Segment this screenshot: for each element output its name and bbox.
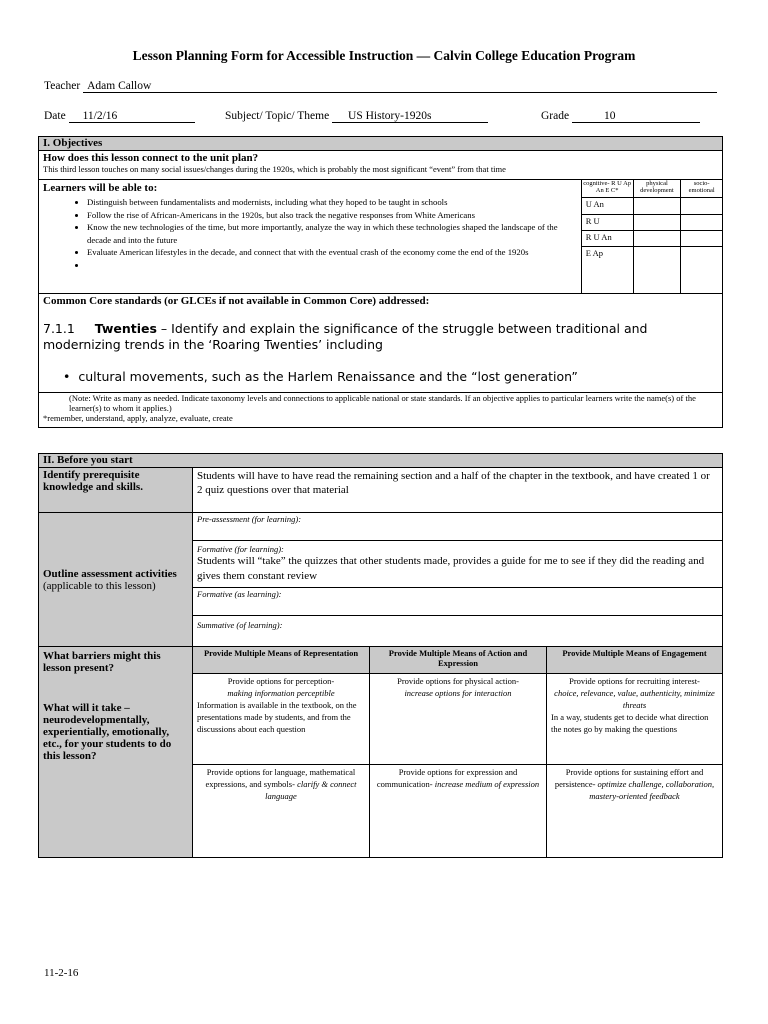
grade-field[interactable]: 10 <box>572 110 700 123</box>
subject-group <box>225 110 488 123</box>
page-footer-date: 11-2-16 <box>44 967 79 979</box>
communication-option: Provide options for expression and communication- <box>376 767 518 789</box>
formative-text: Students will “take” the quizzes that other students made, provides a guide for me to see if they did the reading and gives them constant review <box>197 555 705 582</box>
formative-label: Formative (for learning): <box>197 544 284 554</box>
date-field[interactable]: 11/2/16 <box>69 110 195 123</box>
note-cell <box>39 393 723 428</box>
persistence-cell[interactable] <box>547 765 723 858</box>
standard-code: 7.1.1 <box>43 321 75 336</box>
recruiting-interest-answer: In a way, students get to decide what direction the notes go by making the questions <box>551 712 709 734</box>
objective-item[interactable]: • Distinguish between fundamentalists and modernists, including what they hoped to be taught in schools <box>87 196 577 209</box>
objective-item[interactable] <box>87 259 577 271</box>
socio-cell[interactable] <box>681 198 723 214</box>
prereq-answer[interactable]: Students will have to have read the remaining section and a half of the chapter in the textbook, and have created 1 or 2 quiz questions over that material <box>193 468 723 513</box>
physical-action-goal: increase options for interaction <box>404 688 512 698</box>
col-physical: physical development <box>633 180 681 198</box>
teacher-label: Teacher <box>44 80 81 92</box>
objectives-heading: I. Objectives <box>39 137 723 151</box>
col-socio: socio-emotional <box>681 180 723 198</box>
teacher-line <box>44 80 724 93</box>
standard-bullet[interactable]: • cultural movements, such as the Harlem Renaissance and the “lost generation” <box>63 369 578 384</box>
grade-group <box>541 110 700 123</box>
formative-field[interactable] <box>193 541 723 588</box>
standard-description: – Identify and explain the significance of the struggle between traditional and modernizing trends in the ‘Roaring Twenties’ including <box>43 321 648 352</box>
what-question: What will it take – neurodevelopmentally, experientially, emotionally, etc., for your students to do this lesson? <box>43 702 172 762</box>
representation-header: Provide Multiple Means of Representation <box>193 647 370 674</box>
standard-title: Twenties <box>94 321 157 336</box>
communication-goal: increase medium of expression <box>434 779 540 789</box>
before-table <box>38 453 723 858</box>
barriers-question: What barriers might this lesson present? <box>43 650 161 674</box>
common-core-heading: Common Core standards (or GLCEs if not available in Common Core) addressed: <box>43 295 430 307</box>
before-heading: II. Before you start <box>39 454 723 468</box>
physical-cell[interactable] <box>633 198 681 214</box>
recruiting-interest-option: Provide options for recruiting interest- <box>569 676 700 686</box>
subject-field[interactable]: US History-1920s <box>332 110 488 123</box>
teacher-field[interactable]: Adam Callow <box>83 80 717 93</box>
unit-answer[interactable]: This third lesson touches on many social issues/changes during the 1920s, which is probably the most significant “event” from that time <box>43 164 506 174</box>
form-title: Lesson Planning Form for Accessible Instruction — Calvin College Education Program <box>132 48 636 63</box>
language-option: Provide options for language, mathematical expressions, and symbols- <box>205 767 356 789</box>
perception-goal: making information perceptible <box>227 688 335 698</box>
action-expression-header: Provide Multiple Means of Action and Expression <box>370 647 547 674</box>
recruiting-interest-goal: choice, relevance, value, authenticity, minimize threats <box>554 688 715 710</box>
unit-connection-cell <box>39 151 723 180</box>
standard-bullet-text: cultural movements, such as the Harlem Renaissance and the “lost generation” <box>78 369 578 384</box>
assessment-sublabel: (applicable to this lesson) <box>43 579 156 592</box>
physical-cell[interactable] <box>633 247 681 294</box>
barriers-cell <box>39 647 193 858</box>
objective-item[interactable]: • Know the new technologies of the time, but more importantly, analyze the way in which these technologies shaped the landscape of the decade and into the future <box>87 221 577 246</box>
standard-text[interactable] <box>43 321 718 353</box>
date-label: Date <box>44 110 66 122</box>
objectives-table <box>38 136 723 428</box>
physical-cell[interactable] <box>633 231 681 247</box>
physical-cell[interactable] <box>633 214 681 230</box>
level-cell[interactable]: R U <box>581 214 633 230</box>
physical-action-option: Provide options for physical action- <box>397 676 519 686</box>
objective-item[interactable]: • Evaluate American lifestyles in the decade, and connect that with the eventual crash of the economy come the end of the 1920s <box>87 246 577 259</box>
summative-field[interactable]: Summative (of learning): <box>193 616 723 647</box>
physical-action-cell[interactable] <box>370 674 547 765</box>
assessment-label-cell <box>39 513 193 647</box>
pre-assessment-field[interactable]: Pre-assessment (for learning): <box>193 513 723 541</box>
engagement-header: Provide Multiple Means of Engagement <box>547 647 723 674</box>
learners-heading: Learners will be able to: <box>43 182 158 194</box>
prereq-label: Identify prerequisite knowledge and skills. <box>39 468 193 513</box>
grade-label: Grade <box>541 110 570 122</box>
objective-item[interactable]: • Follow the rise of African-Americans in the 1920s, but also track the negative responses from White Americans <box>87 209 577 222</box>
formative-as-field[interactable]: Formative (as learning): <box>193 588 723 616</box>
persistence-goal: optimize challenge, collaboration, mastery-oriented feedback <box>589 779 715 801</box>
perception-answer: Information is available in the textbook, on the presentations made by students, and from the discussions about each question <box>197 700 357 734</box>
unit-question: How does this lesson connect to the unit plan? <box>43 152 259 164</box>
persistence-option: Provide options for sustaining effort and persistence- <box>554 767 704 789</box>
communication-cell[interactable] <box>370 765 547 858</box>
col-cognitive: cognitive- R U Ap An E C* <box>581 180 633 198</box>
language-cell[interactable] <box>193 765 370 858</box>
date-group <box>44 110 195 123</box>
perception-cell[interactable] <box>193 674 370 765</box>
level-cell[interactable]: E Ap <box>581 247 633 294</box>
language-goal: clarify & connect language <box>265 779 357 801</box>
socio-cell[interactable] <box>681 214 723 230</box>
level-cell[interactable]: U An <box>581 198 633 214</box>
instruction-note: (Note: Write as many as needed. Indicate taxonomy levels and connections to applicable national or state standards. If an objective applies to particular learners write the name(s) of the learner(s) to whom it applies.) <box>69 393 696 413</box>
objective-list <box>43 196 577 271</box>
socio-cell[interactable] <box>681 231 723 247</box>
assessment-label: Outline assessment activities <box>43 567 177 580</box>
subject-label: Subject/ Topic/ Theme <box>225 110 330 122</box>
socio-cell[interactable] <box>681 247 723 294</box>
perception-option: Provide options for perception- <box>227 676 335 686</box>
recruiting-interest-cell[interactable] <box>547 674 723 765</box>
learners-cell <box>39 180 582 294</box>
taxonomy-footnote: *remember, understand, apply, analyze, evaluate, create <box>43 413 233 423</box>
level-cell[interactable]: R U An <box>581 231 633 247</box>
common-core-cell <box>39 294 723 393</box>
